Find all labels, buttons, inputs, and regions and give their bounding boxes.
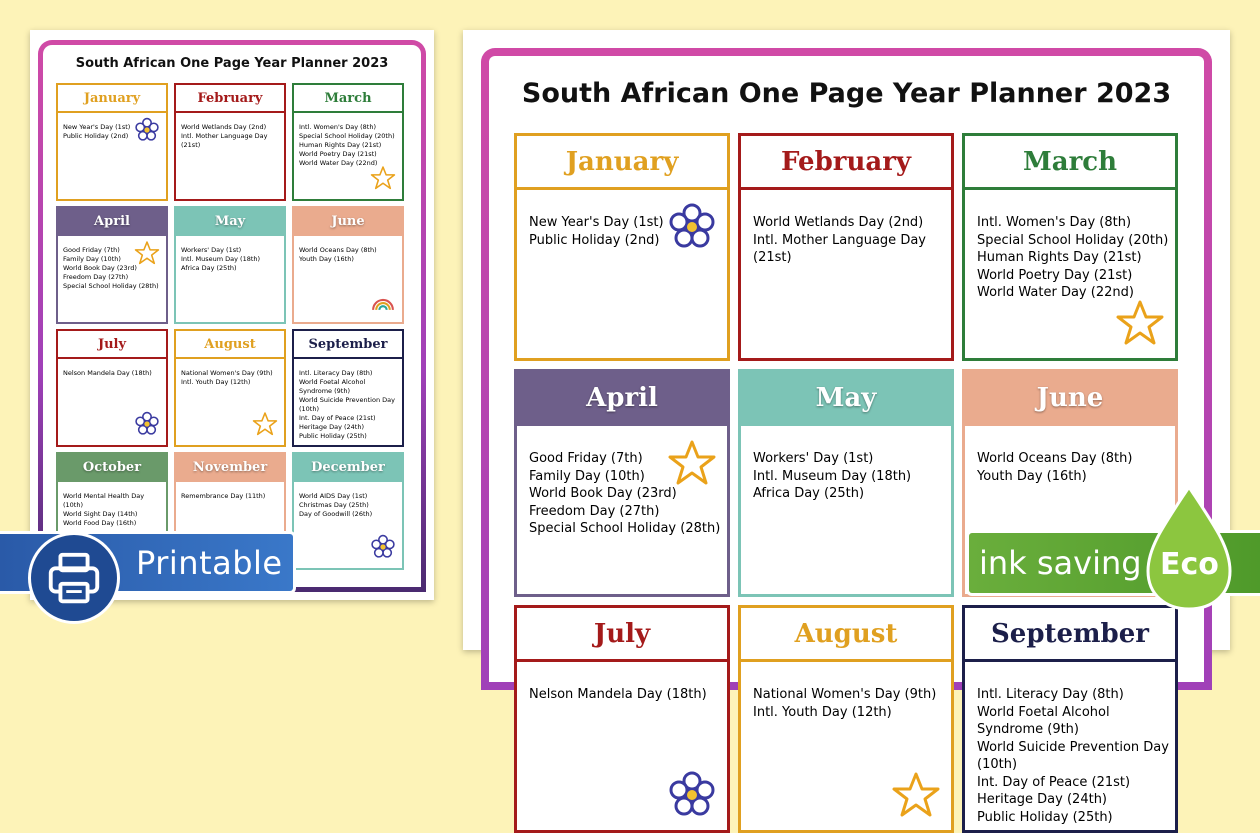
printable-badge [0,531,296,594]
month-name: June [294,208,402,236]
event-list [294,359,402,441]
month-card-august [738,605,954,833]
event-item: Special School Holiday (28th) [63,282,159,290]
event-item: World Suicide Prevention Day (10th) [299,396,395,413]
month-name: January [517,136,727,190]
event-item: Intl. Mother Language Day (21st) [181,132,268,149]
star-icon [252,411,278,437]
event-list [741,662,951,721]
month-name: September [965,608,1175,662]
event-item: Family Day (10th) [63,255,121,263]
event-item: Youth Day (16th) [977,468,1087,484]
event-list [517,662,727,704]
event-item: Intl. Women's Day (8th) [299,123,377,131]
month-card-march [292,83,404,201]
event-list [176,236,284,273]
month-card-march [962,133,1178,361]
month-name: July [58,331,166,359]
event-item: Intl. Mother Language Day (21st) [753,232,926,265]
event-item: Youth Day (16th) [299,255,354,263]
month-name: May [176,208,284,236]
event-item: World Mental Health Day (10th) [63,492,145,509]
event-item: Christmas Day (25th) [299,501,369,509]
event-item: New Year's Day (1st) [529,215,664,230]
event-item: Heritage Day (24th) [977,792,1107,807]
month-grid [514,133,1178,833]
event-item: Special School Holiday (20th) [977,232,1169,248]
month-card-april [56,206,168,324]
month-name: February [176,85,284,113]
event-item: Workers' Day (1st) [753,451,874,466]
month-name: April [517,372,727,426]
event-item: National Women's Day (9th) [181,369,273,377]
month-name: May [741,372,951,426]
event-item: World Wetlands Day (2nd) [753,215,924,230]
month-name: June [965,372,1175,426]
event-item: World Book Day (23rd) [529,486,677,501]
printer-icon [28,532,120,624]
star-icon [891,770,941,820]
event-item: Heritage Day (24th) [299,423,364,431]
event-item: Public Holiday (2nd) [63,132,129,140]
month-card-august [174,329,286,447]
event-list [58,359,166,378]
month-card-june [292,206,404,324]
planner-preview-full [30,30,434,600]
event-list [965,190,1175,302]
flower-icon [370,534,396,560]
event-item: Public Holiday (25th) [299,432,367,440]
event-item: World Foetal Alcohol Syndrome (9th) [299,378,366,395]
event-item: Intl. Museum Day (18th) [181,255,261,263]
event-item: World Wetlands Day (2nd) [181,123,267,131]
month-name: July [517,608,727,662]
event-item: Intl. Youth Day (12th) [181,378,251,386]
event-list [294,113,402,168]
event-list [176,113,284,150]
month-name: March [294,85,402,113]
event-item: Workers' Day (1st) [181,246,242,254]
event-list [176,359,284,387]
event-item: World Food Day (16th) [63,519,137,527]
month-card-april [514,369,730,597]
event-item: Freedom Day (27th) [63,273,129,281]
event-item: Intl. Literacy Day (8th) [977,687,1124,702]
month-card-september [292,329,404,447]
month-name: October [58,454,166,482]
event-list [294,482,402,519]
month-grid [56,83,404,570]
event-item: Intl. Literacy Day (8th) [299,369,373,377]
event-item: Africa Day (25th) [181,264,237,272]
event-item: Public Holiday (2nd) [529,232,660,248]
month-card-may [174,206,286,324]
event-item: Int. Day of Peace (21st) [977,774,1131,790]
star-icon [667,438,717,488]
event-item: World Water Day (22nd) [977,285,1134,300]
eco-label: Eco [1160,547,1219,582]
event-item: Intl. Women's Day (8th) [977,215,1132,230]
event-list [741,190,951,267]
event-item: Human Rights Day (21st) [977,250,1142,265]
month-card-february [738,133,954,361]
ink-saving-label: ink saving [979,544,1142,582]
star-icon [134,240,160,266]
event-item: World Suicide Prevention Day (10th) [977,739,1169,772]
month-name: August [741,608,951,662]
star-icon [1115,298,1165,348]
event-item: Freedom Day (27th) [529,503,660,519]
event-item: Nelson Mandela Day (18th) [529,687,707,702]
event-item: World Sight Day (14th) [63,510,138,518]
printable-label: Printable [136,544,283,582]
event-item: Africa Day (25th) [753,486,865,501]
event-item: Intl. Museum Day (18th) [753,468,912,484]
event-item: New Year's Day (1st) [63,123,131,131]
month-card-january [56,83,168,201]
month-name: March [965,136,1175,190]
event-item: World Poetry Day (21st) [299,150,377,158]
event-item: National Women's Day (9th) [753,687,937,702]
month-card-february [174,83,286,201]
event-item: Int. Day of Peace (21st) [299,414,376,422]
flower-icon [667,202,717,252]
event-item: Human Rights Day (21st) [299,141,382,149]
event-item: Family Day (10th) [529,468,645,484]
month-name: December [294,454,402,482]
event-item: Intl. Youth Day (12th) [753,704,892,720]
event-item: Good Friday (7th) [63,246,120,254]
event-list [176,482,284,501]
month-card-may [738,369,954,597]
month-name: January [58,85,166,113]
ink-saving-badge [966,530,1260,596]
flower-icon [134,411,160,437]
rainbow-icon [370,288,396,314]
event-item: Public Holiday (25th) [977,809,1113,825]
event-item: World Book Day (23rd) [63,264,137,272]
month-card-december [292,452,404,570]
event-list [741,426,951,503]
month-card-september [962,605,1178,833]
month-name: April [58,208,166,236]
month-name: September [294,331,402,359]
month-name: November [176,454,284,482]
flower-icon [667,770,717,820]
event-item: World AIDS Day (1st) [299,492,368,500]
event-item: World Oceans Day (8th) [299,246,377,254]
event-item: Remembrance Day (11th) [181,492,266,500]
event-item: Good Friday (7th) [529,451,643,466]
event-list [965,662,1175,826]
month-card-july [56,329,168,447]
page-title: South African One Page Year Planner 2023 [75,56,389,71]
month-name: August [176,331,284,359]
event-item: World Water Day (22nd) [299,159,378,167]
event-item: Special School Holiday (20th) [299,132,395,140]
event-item: Nelson Mandela Day (18th) [63,369,152,377]
event-list [294,236,402,264]
month-card-july [514,605,730,833]
event-list [58,482,166,528]
month-name: February [741,136,951,190]
month-card-january [514,133,730,361]
event-item: Day of Goodwill (26th) [299,510,373,518]
event-item: World Foetal Alcohol Syndrome (9th) [977,704,1110,737]
flower-icon [134,117,160,143]
star-icon [370,165,396,191]
page-title: South African One Page Year Planner 2023 [521,78,1172,109]
event-item: World Oceans Day (8th) [977,451,1133,466]
event-list [965,426,1175,485]
event-item: Special School Holiday (28th) [529,521,721,536]
event-item: World Poetry Day (21st) [977,267,1133,283]
